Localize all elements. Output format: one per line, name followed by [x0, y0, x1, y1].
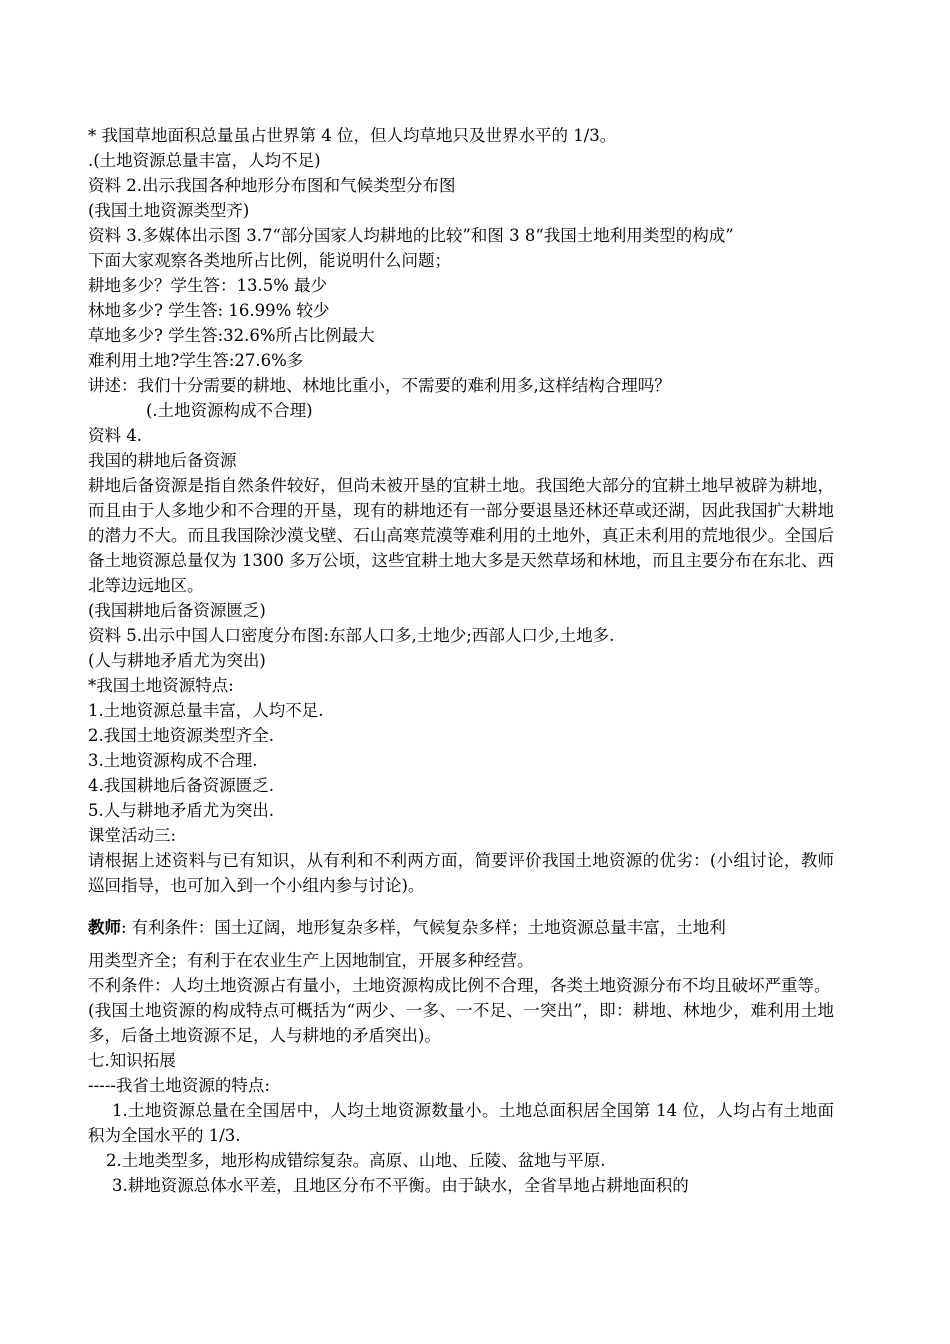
text-line: (我国耕地后备资源匮乏)	[88, 601, 266, 620]
text-line: (我国土地资源类型齐)	[88, 201, 250, 220]
text-line: 难利用土地?学生答:27.6%多	[88, 351, 304, 370]
text-line: 课堂活动三:	[88, 826, 177, 845]
text-line: 用类型齐全；有利于在农业生产上因地制宜，开展多种经营。	[88, 951, 534, 970]
text-line: 资料 4.	[88, 426, 142, 445]
paragraph: 请根据上述资料与已有知识，从有利和不利两方面，简要评价我国土地资源的优劣：(小组讨论，教师巡回指导，也可加入到一个小组内参与讨论)。	[88, 851, 834, 895]
text-line: 林地多少? 学生答: 16.99% 较少	[88, 301, 330, 320]
list-item: 3.耕地资源总体水平差，且地区分布不平衡。由于缺水，全省旱地占耕地面积的	[112, 1176, 689, 1195]
list-item: 1.土地资源总量丰富，人均不足.	[88, 701, 324, 720]
text-line: .(土地资源总量丰富，人均不足)	[88, 151, 321, 170]
list-item: 4.我国耕地后备资源匮乏.	[88, 776, 274, 795]
text-line: 草地多少? 学生答:32.6%所占比例最大	[88, 326, 375, 345]
text-line: 下面大家观察各类地所占比例，能说明什么问题；	[88, 251, 451, 270]
paragraph: 1.土地资源总量在全国居中，人均土地资源数量小。土地总面积居全国第 14 位，人均占有土地面积为全国水平的 1/3.	[88, 1101, 834, 1145]
text-line: -----我省土地资源的特点:	[88, 1076, 270, 1095]
text-line: 资料 2.出示我国各种地形分布图和气候类型分布图	[88, 176, 456, 195]
teacher-label: 教师	[88, 918, 121, 937]
document-page	[88, 123, 834, 1198]
paragraph: (我国土地资源的构成特点可概括为“两少、一多、一不足、一突出”，即：耕地、林地少，难利用土地多，后备土地资源不足，人与耕地的矛盾突出)。	[88, 1001, 834, 1045]
paragraph: 耕地后备资源是指自然条件较好，但尚未被开垦的宜耕土地。我国绝大部分的宜耕土地早被辟为耕地，而且由于人多地少和不合理的开垦，现有的耕地还有一部分要退垦还林还草或还湖，因此我国扩大耕地的潜力不大。而且我国除沙漠戈壁、石山高寒荒漠等难利用的土地外，真正未利用的荒地很少。全国后备土地资源总量仅为 1300 多万公顷，这些宜耕土地大多是天然草场和林地，而且主要分布在东北、西北等边远地区。	[88, 476, 834, 595]
list-item: 2.我国土地资源类型齐全.	[88, 726, 274, 745]
text-line: 讲述：我们十分需要的耕地、林地比重小，不需要的难利用多,这样结构合理吗？	[88, 376, 671, 395]
paragraph: 不利条件：人均土地资源占有量小，土地资源构成比例不合理，各类土地资源分布不均且破坏严重等。	[88, 976, 831, 995]
text-line: 资料 3.多媒体出示图 3.7“部分国家人均耕地的比较”和图 3 8“我国土地利用类型的构成”	[88, 226, 734, 245]
list-item: 5.人与耕地矛盾尤为突出.	[88, 801, 274, 820]
text-line: (人与耕地矛盾尤为突出)	[88, 651, 266, 670]
teacher-text: : 有利条件：国土辽阔，地形复杂多样，气候复杂多样；土地资源总量丰富，土地利	[121, 918, 726, 937]
list-item: 3.土地资源构成不合理.	[88, 751, 258, 770]
text-line: (.土地资源构成不合理)	[146, 401, 313, 420]
text-line: 耕地多少？学生答：13.5% 最少	[88, 276, 328, 295]
section-heading: 我国的耕地后备资源	[88, 451, 237, 470]
list-item: 2.土地类型多，地形构成错综复杂。高原、山地、丘陵、盆地与平原.	[106, 1151, 606, 1170]
teacher-line	[88, 908, 834, 948]
text-line: 资料 5.出示中国人口密度分布图:东部人口多,土地少;西部人口少,土地多.	[88, 626, 615, 645]
section-heading: 七.知识拓展	[88, 1051, 176, 1070]
text-line: *我国土地资源特点:	[88, 676, 234, 695]
text-line: * 我国草地面积总量虽占世界第 4 位，但人均草地只及世界水平的 1/3。	[88, 126, 617, 145]
